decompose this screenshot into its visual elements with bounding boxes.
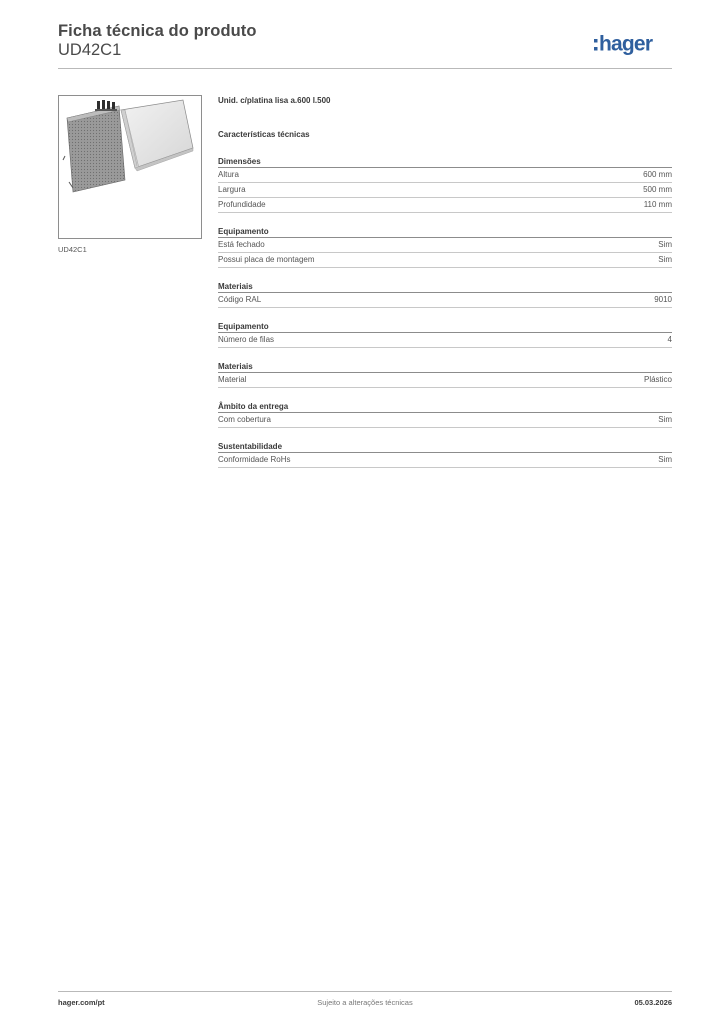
spec-group-ambito-entrega bbox=[218, 400, 672, 428]
footer-website-link[interactable]: hager.com/pt bbox=[58, 998, 105, 1007]
spec-group-equipamento-2 bbox=[218, 320, 672, 348]
spec-row bbox=[218, 253, 672, 268]
footer-date: 05.03.2026 bbox=[634, 998, 672, 1007]
spec-value: 110 mm bbox=[643, 200, 672, 209]
footer-divider bbox=[58, 991, 672, 992]
spec-value: 9010 bbox=[654, 295, 672, 304]
spec-row bbox=[218, 453, 672, 468]
spec-row bbox=[218, 413, 672, 428]
spec-value: 600 mm bbox=[643, 170, 672, 179]
spec-row bbox=[218, 293, 672, 308]
spec-row bbox=[218, 198, 672, 213]
spec-row bbox=[218, 238, 672, 253]
spec-value: Sim bbox=[658, 255, 672, 264]
hager-logo-text: hager bbox=[599, 32, 653, 56]
spec-value: 500 mm bbox=[643, 185, 672, 194]
spec-group-title: Materiais bbox=[218, 360, 672, 373]
spec-label: Conformidade RoHs bbox=[218, 455, 291, 464]
spec-label: Material bbox=[218, 375, 247, 384]
spec-value: Sim bbox=[658, 415, 672, 424]
footer-note: Sujeito a alterações técnicas bbox=[317, 998, 413, 1007]
spec-label: Altura bbox=[218, 170, 239, 179]
spec-group-equipamento bbox=[218, 225, 672, 268]
spec-label: Está fechado bbox=[218, 240, 265, 249]
spec-label: Código RAL bbox=[218, 295, 262, 304]
spec-group-materiais-2 bbox=[218, 360, 672, 388]
spec-label: Profundidade bbox=[218, 200, 266, 209]
spec-value: Plástico bbox=[643, 375, 672, 384]
product-name: Unid. c/platina lisa a.600 l.500 bbox=[218, 96, 331, 105]
spec-value: Sim bbox=[658, 455, 672, 464]
spec-group-title: Equipamento bbox=[218, 225, 672, 238]
spec-group-sustentabilidade bbox=[218, 440, 672, 468]
spec-group-title: Âmbito da entrega bbox=[218, 400, 672, 413]
product-image bbox=[58, 95, 202, 239]
spec-label: Número de filas bbox=[218, 335, 275, 344]
spec-group-title: Equipamento bbox=[218, 320, 672, 333]
spec-row bbox=[218, 333, 672, 348]
spec-group-materiais bbox=[218, 280, 672, 308]
spec-label: Largura bbox=[218, 185, 246, 194]
header-divider bbox=[58, 68, 672, 69]
hager-logo bbox=[592, 28, 672, 58]
document-title: Ficha técnica do produto bbox=[58, 22, 257, 40]
spec-value: 4 bbox=[667, 335, 672, 344]
enclosure-illustration bbox=[59, 96, 201, 238]
spec-label: Com cobertura bbox=[218, 415, 271, 424]
spec-content bbox=[218, 95, 672, 468]
product-code: UD42C1 bbox=[58, 41, 122, 59]
spec-label: Possui placa de montagem bbox=[218, 255, 315, 264]
spec-row bbox=[218, 373, 672, 388]
spec-row bbox=[218, 168, 672, 183]
spec-value: Sim bbox=[658, 240, 672, 249]
page-header bbox=[58, 20, 672, 70]
specs-heading: Características técnicas bbox=[218, 130, 310, 139]
page-footer bbox=[58, 998, 672, 1010]
spec-group-dimensoes bbox=[218, 155, 672, 213]
spec-group-title: Sustentabilidade bbox=[218, 440, 672, 453]
spec-group-title: Materiais bbox=[218, 280, 672, 293]
spec-row bbox=[218, 183, 672, 198]
spec-group-title: Dimensões bbox=[218, 155, 672, 168]
image-caption: UD42C1 bbox=[58, 245, 87, 254]
